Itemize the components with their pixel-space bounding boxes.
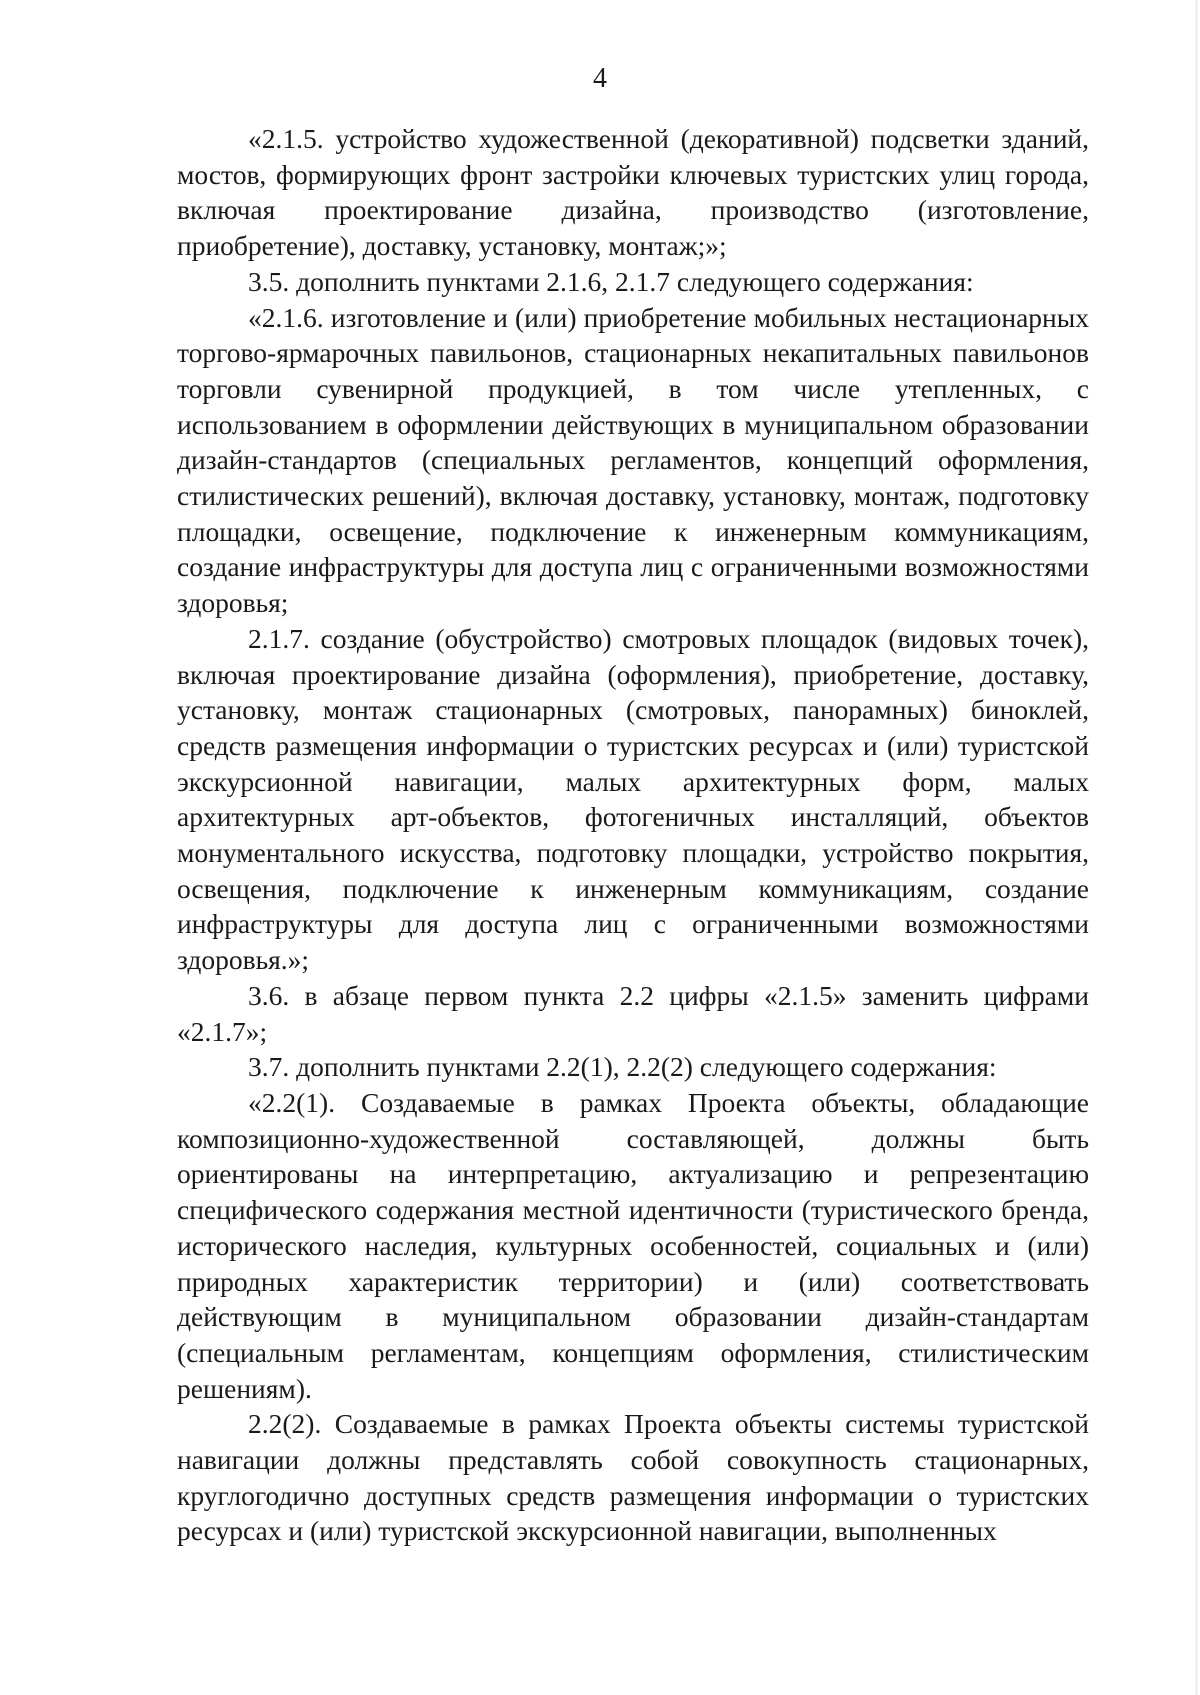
scan-edge-shadow	[1195, 0, 1198, 1695]
page-number: 4	[593, 63, 607, 94]
document-body	[177, 121, 1089, 1549]
paragraph-3-6: 3.6. в абзаце первом пункта 2.2 цифры «2.1.5» заменить цифрами «2.1.7»;	[177, 979, 1089, 1047]
paragraph-2-1-5: «2.1.5. устройство художественной (декоративной) подсветки зданий, мостов, формирующих фронт застройки ключевых туристских улиц города, включая проектирование дизайна, производство (изготовление, приобретение), доставку, установку, монтаж;»;	[177, 123, 1089, 262]
paragraph-2-2-2: 2.2(2). Создаваемые в рамках Проекта объекты системы туристской навигации должны представлять собой совокупность стационарных, круглогодично доступных средств размещения информации о туристских ресурсах и (или) туристской экскурсионной навигации, выполненных	[177, 1408, 1089, 1547]
paragraph-3-5: 3.5. дополнить пунктами 2.1.6, 2.1.7 следующего содержания:	[248, 265, 974, 297]
paragraph-3-7: 3.7. дополнить пунктами 2.2(1), 2.2(2) следующего содержания:	[248, 1051, 997, 1083]
paragraph-2-2-1: «2.2(1). Создаваемые в рамках Проекта объекты, обладающие композиционно-художественной составляющей, должны быть ориентированы на интерпретацию, актуализацию и репрезентацию специфического содержания местной идентичности (туристического бренда, исторического наследия, культурных особенностей, социальных и (или) природных характеристик территории) и (или) соответствовать действующим в муниципальном образовании дизайн-стандартам (специальным регламентам, концепциям оформления, стилистическим решениям).	[177, 1086, 1089, 1404]
paragraph-2-1-7: 2.1.7. создание (обустройство) смотровых площадок (видовых точек), включая проектирование дизайна (оформления), приобретение, доставку, установку, монтаж стационарных (смотровых, панорамных) биноклей, средств размещения информации о туристских ресурсах и (или) туристской экскурсионной навигации, малых архитектурных форм, малых архитектурных арт-объектов, фотогеничных инсталляций, объектов монументального искусства, подготовку площадки, устройство покрытия, освещения, подключение к инженерным коммуникациям, создание инфраструктуры для доступа лиц с ограниченными возможностями здоровья.»;	[177, 622, 1089, 976]
paragraph-2-1-6: «2.1.6. изготовление и (или) приобретение мобильных нестационарных торгово-ярмарочных павильонов, стационарных некапитальных павильонов торговли сувенирной продукцией, в том числе утепленных, с использованием в оформлении действующих в муниципальном образовании дизайн-стандартов (специальных регламентов, концепций оформления, стилистических решений), включая доставку, установку, монтаж, подготовку площадки, освещение, подключение к инженерным коммуникациям, создание инфраструктуры для доступа лиц с ограниченными возможностями здоровья;	[177, 301, 1089, 619]
